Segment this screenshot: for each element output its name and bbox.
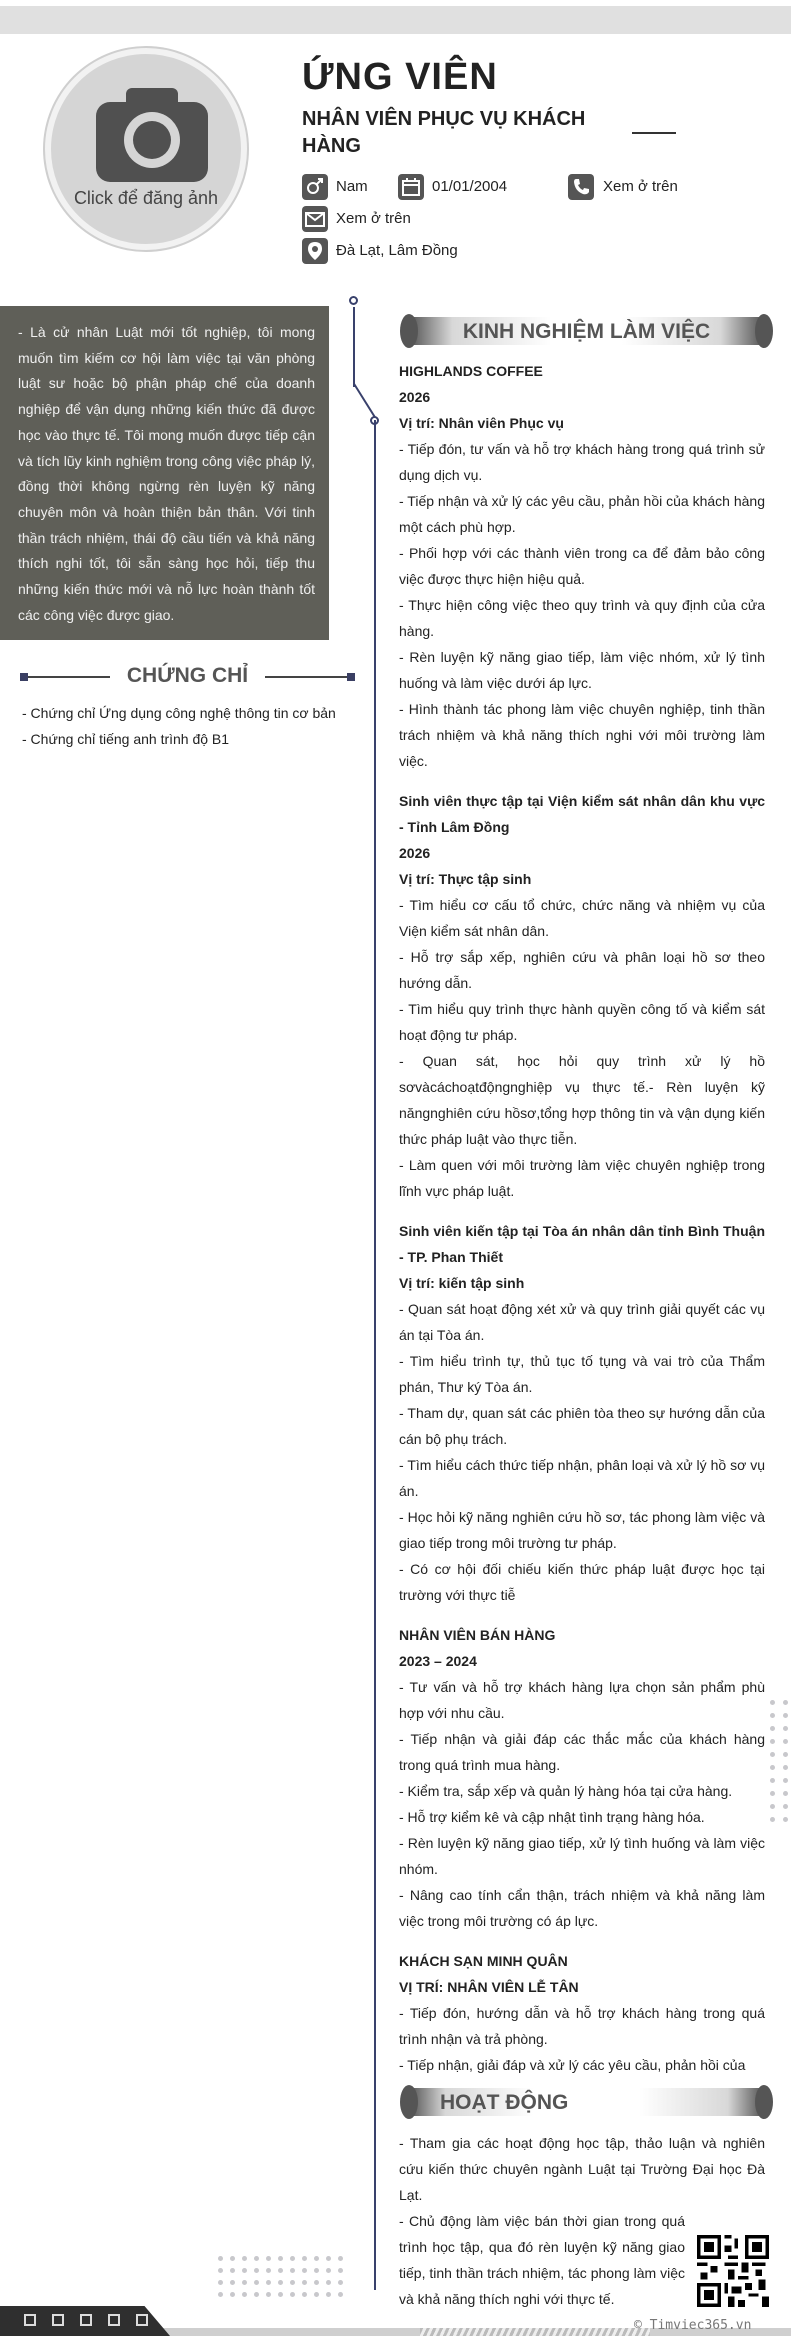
work-period: 2026 [399, 389, 431, 405]
experience-list [399, 358, 765, 2092]
duty-line: - Kiểm tra, sắp xếp và quản lý hàng hóa tại cửa hàng. [399, 1783, 733, 1799]
dot-pattern [770, 1700, 788, 1822]
certificate-item: - Chứng chỉ tiếng anh trình độ B1 [22, 731, 230, 747]
duty-line: - Có cơ hội đối chiếu kiến thức pháp luật được học tại trường với thực tiễ [399, 1561, 765, 1603]
timeline-dot [349, 296, 358, 305]
duty-line: - Hình thành tác phong làm việc chuyên nghiệp, tinh thần trách nhiệm và khả năng thích nghi với môi trường làm việc. [399, 701, 765, 769]
company-name: Sinh viên kiến tập tại Tòa án nhân dân tỉnh Bình Thuận - TP. Phan Thiết [399, 1223, 765, 1265]
duty-line: - Tìm hiểu quy trình thực hành quyền công tố và kiểm sát hoạt động tư pháp. [399, 1001, 765, 1043]
address-value: Đà Lạt, Lâm Đồng [336, 242, 458, 259]
activity-line: - Chủ động làm việc bán thời gian trong quá trình học tập, qua đó rèn luyện kỹ năng giao tiếp, tinh thần trách nhiệm, tác phong làm việc và khả năng thích nghi với thực tế. [399, 2213, 685, 2307]
footer-brand: © Timviec365.vn [634, 2318, 752, 2333]
birthdate-value: 01/01/2004 [432, 178, 508, 195]
certificate-item: - Chứng chỉ Ứng dụng công nghệ thông tin cơ bản [22, 705, 336, 721]
company-name: HIGHLANDS COFFEE [399, 363, 543, 379]
duty-line: - Hỗ trợ sắp xếp, nghiên cứu và phân loại hồ sơ theo hướng dẫn. [399, 949, 765, 991]
duty-line: - Tiếp đón, hướng dẫn và hỗ trợ khách hàng trong quá trình nhận và trả phòng. [399, 2005, 765, 2047]
avatar-upload[interactable] [45, 48, 247, 250]
top-bar [0, 6, 791, 34]
email-value: Xem ở trên [336, 210, 411, 227]
candidate-name: ỨNG VIÊN [302, 56, 498, 98]
duty-line: - Quan sát hoạt động xét xử và quy trình giải quyết các vụ án tại Tòa án. [399, 1301, 765, 1343]
camera-icon [96, 84, 208, 184]
work-period: 2023 – 2024 [399, 1653, 477, 1669]
duty-line: - Phối hợp với các thành viên trong ca để đảm bảo công việc được thực hiện hiệu quả. [399, 545, 765, 587]
duty-line: - Tiếp nhận và giải đáp các thắc mắc của khách hàng trong quá trình mua hàng. [399, 1731, 765, 1773]
experience-item [399, 1948, 765, 2078]
work-period: 2026 [399, 845, 431, 861]
experience-item [399, 1218, 765, 1608]
experience-item [399, 358, 765, 774]
email-icon [302, 206, 328, 232]
experience-title: KINH NGHIỆM LÀM VIỆC [462, 320, 711, 343]
certificates-heading [20, 660, 355, 694]
work-position: Vị trí: Nhân viên Phục vụ [399, 415, 564, 431]
work-position: Vị trí: kiến tập sinh [399, 1275, 525, 1291]
dot-pattern [218, 2256, 343, 2297]
duty-line: - Làm quen với môi trường làm việc chuyên nghiệp trong lĩnh vực pháp luật. [399, 1157, 765, 1199]
duty-line: - Thực hiện công việc theo quy trình và quy định của cửa hàng. [399, 597, 765, 639]
career-objective: - Là cử nhân Luật mới tốt nghiệp, tôi mong muốn tìm kiếm cơ hội làm việc tại văn phòng luật sư hoặc bộ phận pháp chế của doanh nghiệp để vận dụng những kiến thức đã được học vào thực tế. Tôi mong muốn được tiếp cận và tích lũy kinh nghiệm trong công việc pháp lý, đồng thời không ngừng rèn luyện kỹ năng chuyên môn và hoàn thiện bản thân. Với tinh thần trách nhiệm, thái độ cầu tiến và khả năng thích nghi tốt, tôi sẵn sàng học hỏi, tiếp thu những kiến thức mới và nỗ lực hoàn thành tốt các công việc được giao. [0, 306, 329, 640]
company-name: KHÁCH SẠN MINH QUÂN [399, 1953, 568, 1969]
calendar-icon [398, 174, 424, 200]
timeline-line [374, 420, 376, 2290]
duty-line: - Hỗ trợ kiểm kê và cập nhật tình trạng hàng hóa. [399, 1809, 705, 1825]
activities-title: HOẠT ĐỘNG [440, 2091, 569, 2114]
footer-bar [0, 2306, 791, 2336]
work-position: Vị trí: Thực tập sinh [399, 871, 532, 887]
duty-line: - Tham dự, quan sát các phiên tòa theo sự hướng dẫn của cán bộ phụ trách. [399, 1405, 765, 1447]
duty-line: - Tư vấn và hỗ trợ khách hàng lựa chọn sản phẩm phù hợp với nhu cầu. [399, 1679, 765, 1721]
duty-line: - Tìm hiểu cách thức tiếp nhận, phân loại và xử lý hồ sơ vụ án. [399, 1457, 765, 1499]
work-position: VỊ TRÍ: NHÂN VIÊN LỄ TÂN [399, 1979, 579, 1995]
qr-code [697, 2235, 769, 2307]
duty-line: - Rèn luyện kỹ năng giao tiếp, xử lý tình huống và làm việc nhóm. [399, 1835, 765, 1877]
certificates-title: CHỨNG CHỈ [126, 664, 249, 687]
duty-line: - Rèn luyện kỹ năng giao tiếp, làm việc nhóm, xử lý tình huống và làm việc dưới áp lực. [399, 649, 765, 691]
experience-item [399, 788, 765, 1204]
location-icon [302, 238, 328, 264]
job-title: NHÂN VIÊN PHỤC VỤ KHÁCH HÀNG [302, 108, 586, 157]
activity-line: - Tham gia các hoạt động học tập, thảo luận và nghiên cứu kiến thức chuyên ngành Luật tại Trường Đại học Đà Lạt. [399, 2135, 765, 2203]
gender-icon [302, 174, 328, 200]
duty-line: - Tìm hiểu trình tự, thủ tục tố tụng và vai trò của Thẩm phán, Thư ký Tòa án. [399, 1353, 765, 1395]
duty-line: - Tiếp đón, tư vấn và hỗ trợ khách hàng trong quá trình sử dụng dịch vụ. [399, 441, 765, 483]
gender-value: Nam [336, 178, 368, 195]
company-name: NHÂN VIÊN BÁN HÀNG [399, 1627, 556, 1643]
duty-line: - Tiếp nhận, giải đáp và xử lý các yêu cầu, phản hồi của [399, 2057, 746, 2073]
certificates-list [22, 700, 336, 752]
duty-line: - Học hỏi kỹ năng nghiên cứu hồ sơ, tác phong làm việc và giao tiếp trong môi trường tư pháp. [399, 1509, 765, 1551]
experience-heading [400, 314, 773, 348]
timeline-line [353, 307, 355, 387]
duty-line: - Quan sát, học hỏi quy trình xử lý hồ sơvàcáchoạtđộngnghiệp vụ thực tế.- Rèn luyện kỹ năngnghiên cứu hồsơ,tổng hợp thông tin và vận dụng kiến thức pháp luật vào thực tiễn. [399, 1053, 765, 1147]
duty-line: - Nâng cao tính cẩn thận, trách nhiệm và khả năng làm việc trong môi trường có áp lực. [399, 1887, 765, 1929]
avatar-caption: Click để đăng ảnh [73, 188, 219, 208]
duty-line: - Tiếp nhận và xử lý các yêu cầu, phản hồi của khách hàng một cách phù hợp. [399, 493, 765, 535]
phone-value: Xem ở trên [603, 178, 678, 195]
title-underline [632, 132, 676, 134]
duty-line: - Tìm hiểu cơ cấu tổ chức, chức năng và nhiệm vụ của Viện kiểm sát nhân dân. [399, 897, 765, 939]
experience-item [399, 1622, 765, 1934]
phone-icon [568, 174, 594, 200]
activities-heading [400, 2085, 773, 2119]
company-name: Sinh viên thực tập tại Viện kiểm sát nhân dân khu vực - Tỉnh Lâm Đồng [399, 793, 765, 835]
